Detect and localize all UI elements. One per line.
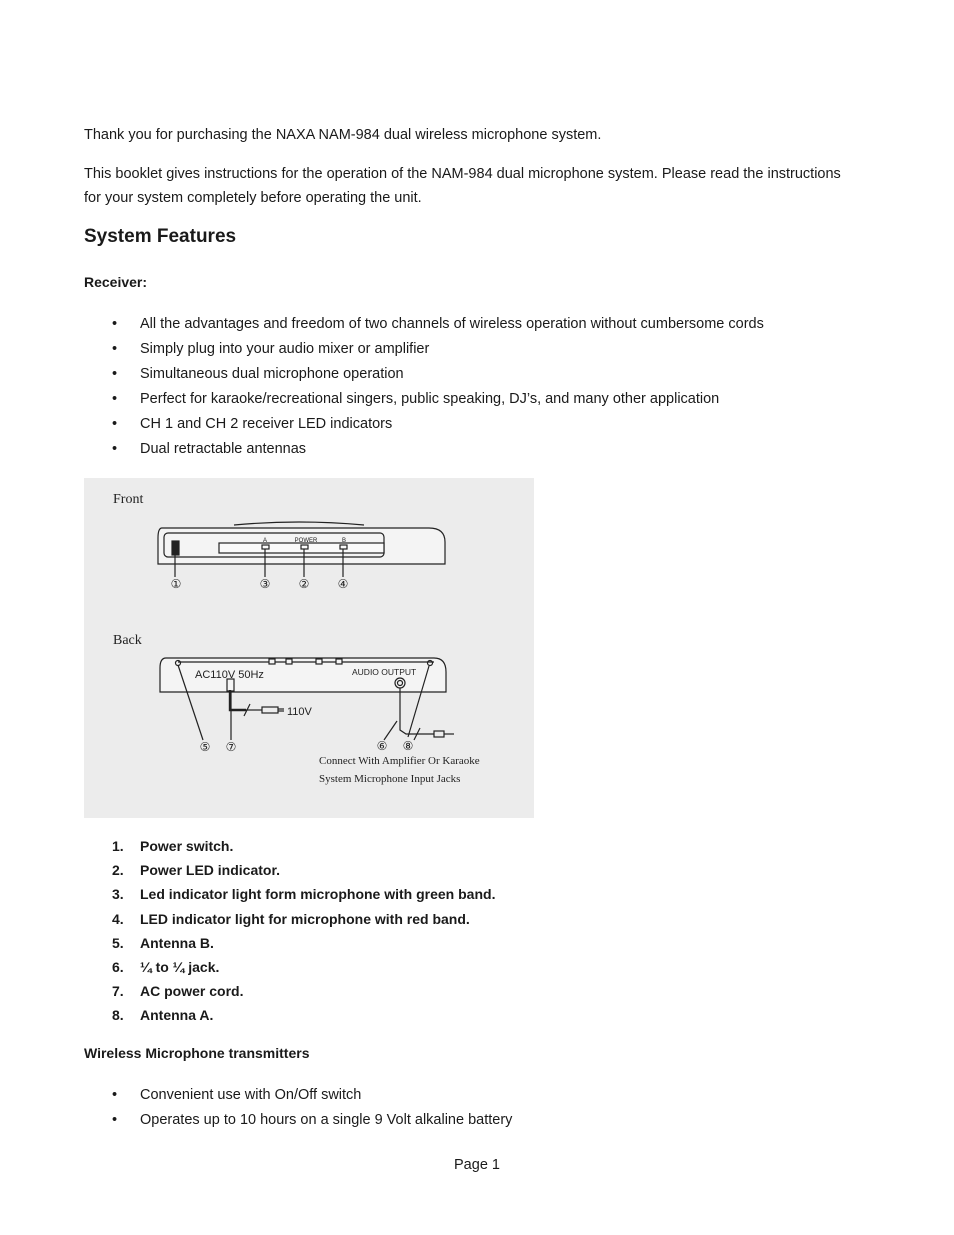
list-item xyxy=(84,979,495,1003)
list-item: • Simultaneous dual microphone operation xyxy=(84,362,764,387)
list-number: 7. xyxy=(112,983,124,1000)
caption-line-2: System Microphone Input Jacks xyxy=(319,773,461,785)
page-number: Page 1 xyxy=(454,1157,500,1173)
receiver-diagram xyxy=(84,478,534,818)
intro-paragraph-2: This booklet gives instructions for the operation of the NAM-984 dual microphone system. Please read the instructions for your system completely before operating the unit. xyxy=(84,166,841,206)
callout-7: ⑦ xyxy=(225,740,237,754)
list-number: 3. xyxy=(112,886,124,903)
list-number: 2. xyxy=(112,862,124,879)
parts-list xyxy=(84,834,495,1028)
led-a-label: A xyxy=(262,538,268,544)
list-item xyxy=(84,931,495,955)
list-text: Antenna A. xyxy=(140,1007,214,1024)
list-item xyxy=(84,858,495,882)
list-number: 6. xyxy=(112,958,124,975)
callout-4: ④ xyxy=(337,577,349,591)
power-switch-icon xyxy=(172,541,179,555)
caption-line-1: Connect With Amplifier Or Karaoke xyxy=(319,755,480,767)
list-number: 1. xyxy=(112,838,124,854)
list-item: • CH 1 and CH 2 receiver LED indicators xyxy=(84,412,764,437)
list-text: Antenna B. xyxy=(140,934,214,951)
list-text: Led indicator light form microphone with green band. xyxy=(140,886,496,903)
ac-plug-icon xyxy=(262,707,278,713)
ac-label: AC110V 50Hz xyxy=(195,669,264,681)
list-number: 5. xyxy=(112,934,124,951)
list-text: Power LED indicator. xyxy=(140,862,281,879)
section-title: System Features xyxy=(84,226,237,247)
list-text: AC power cord. xyxy=(140,983,244,1000)
intro-paragraph-1: Thank you for purchasing the NAXA NAM-984 dual wireless microphone system. xyxy=(84,127,602,143)
back-label: Back xyxy=(113,633,142,648)
list-item: • All the advantages and freedom of two channels of wireless operation without cumbersome cords xyxy=(84,312,764,337)
list-text: ¼ to ¼ jack. xyxy=(140,958,220,975)
list-number: 8. xyxy=(112,1007,124,1024)
list-item xyxy=(84,834,495,858)
callout-8: ⑧ xyxy=(402,739,414,753)
list-item: • Dual retractable antennas xyxy=(84,437,764,462)
transmitters-heading: Wireless Microphone transmitters xyxy=(84,1045,310,1061)
audio-output-label: AUDIO OUTPUT xyxy=(352,667,417,677)
callout-2: ② xyxy=(298,577,310,591)
front-view xyxy=(158,522,445,577)
callout-5: ⑤ xyxy=(199,740,211,754)
callout-6: ⑥ xyxy=(376,739,388,753)
list-text: LED indicator light for microphone with red band. xyxy=(140,910,470,927)
list-item xyxy=(84,1003,495,1027)
list-item xyxy=(84,907,495,931)
callout-3: ③ xyxy=(259,577,271,591)
receiver-diagram-svg xyxy=(84,478,534,818)
callout-1: ① xyxy=(170,577,182,591)
led-b-label: B xyxy=(341,538,347,544)
list-item: • Perfect for karaoke/recreational singers, public speaking, DJ’s, and many other application xyxy=(84,387,764,412)
plug-voltage-label: 110V xyxy=(287,706,312,718)
receiver-feature-list xyxy=(84,312,764,462)
list-item xyxy=(84,882,495,906)
led-power-label: POWER xyxy=(294,538,318,544)
receiver-heading: Receiver: xyxy=(84,274,148,290)
list-item: • Operates up to 10 hours on a single 9 Volt alkaline battery xyxy=(84,1108,512,1133)
front-label: Front xyxy=(113,492,144,507)
transmitter-feature-list xyxy=(84,1083,512,1133)
list-item: • Simply plug into your audio mixer or amplifier xyxy=(84,337,764,362)
list-item: • Convenient use with On/Off switch xyxy=(84,1083,512,1108)
list-number: 4. xyxy=(112,910,124,927)
list-text: Power switch. xyxy=(140,838,234,854)
list-item xyxy=(84,955,495,979)
